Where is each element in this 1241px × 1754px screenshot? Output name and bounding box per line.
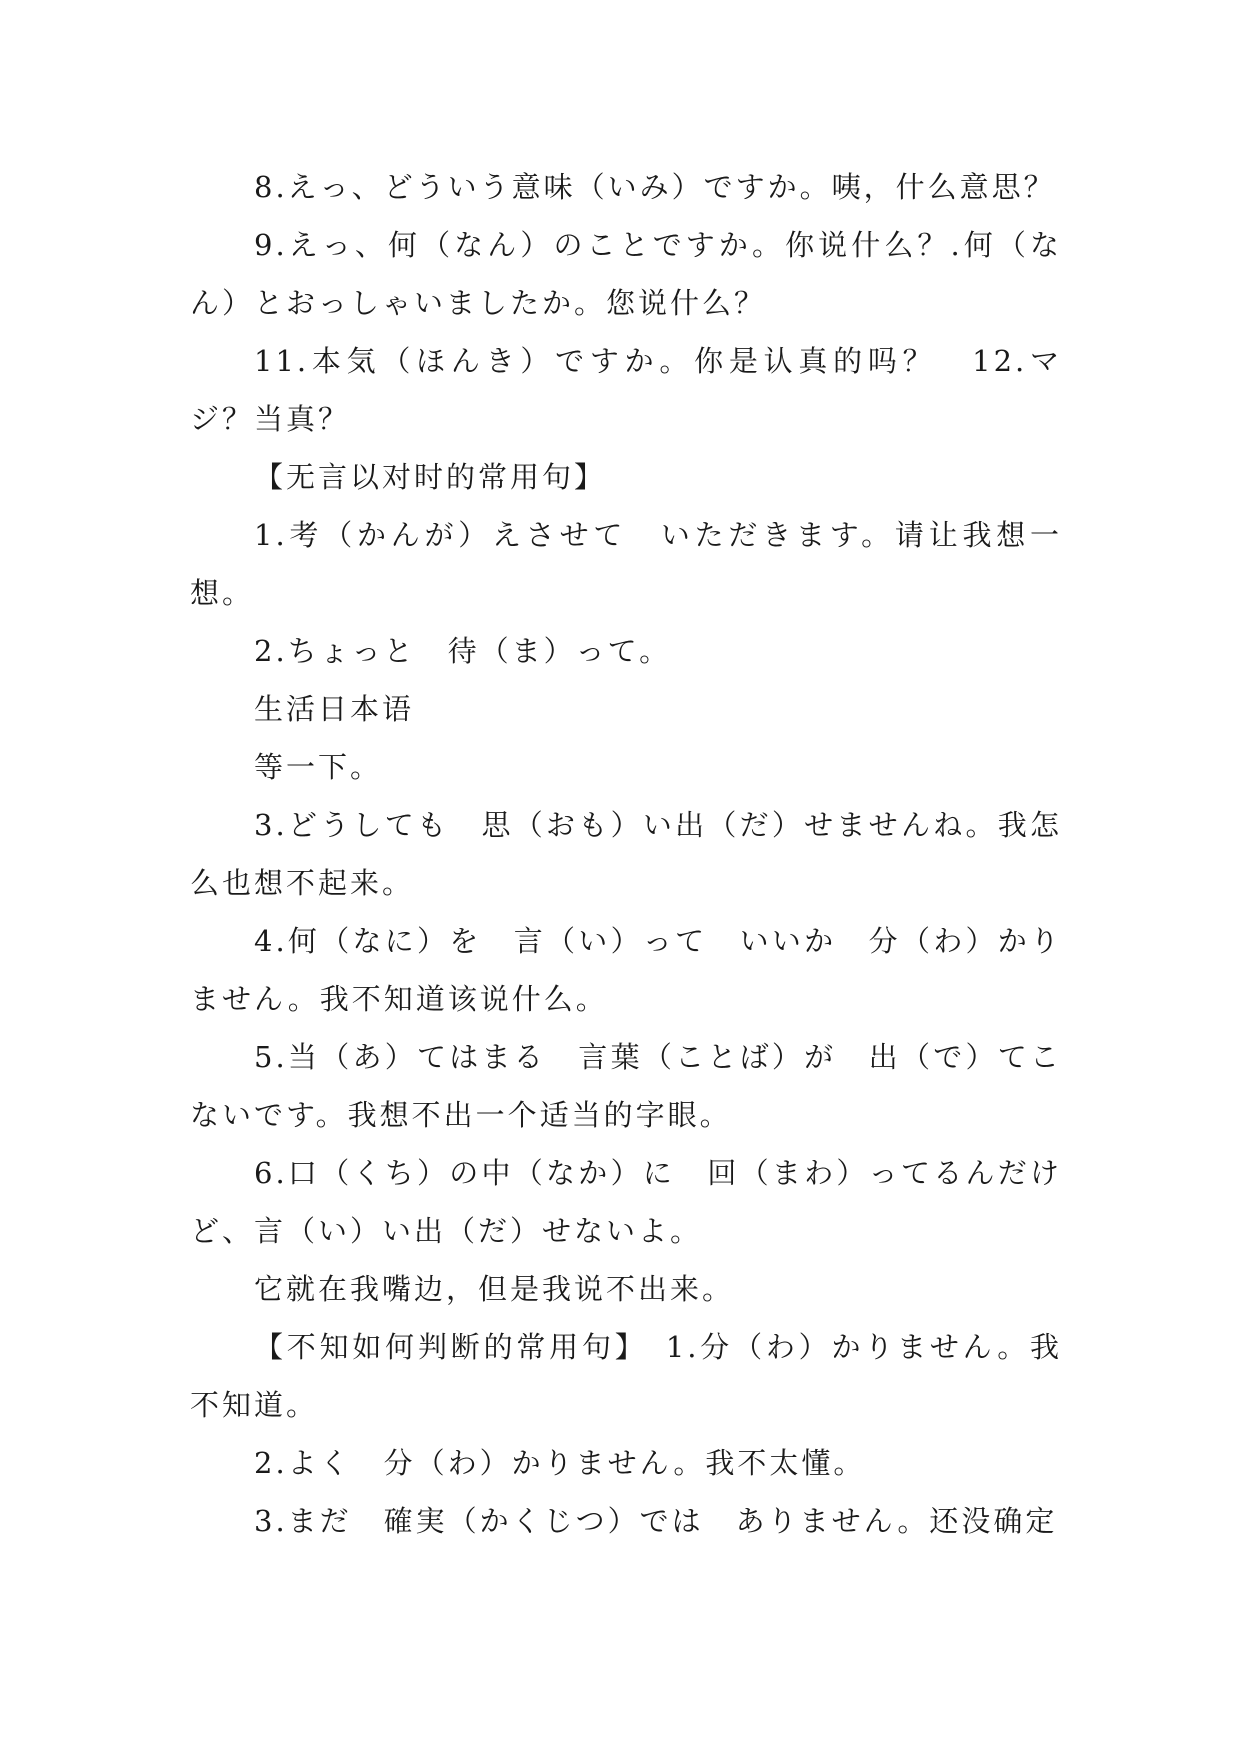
section-heading: 【不知如何判断的常用句】 1.分（わ）かりません。我不知道。 (190, 1330, 1062, 1422)
paragraph: 生活日本语 (254, 692, 415, 726)
paragraph: 8.えっ、どういう意味（いみ）ですか。咦，什么意思？ (254, 170, 1056, 204)
paragraph: 它就在我嘴边，但是我说不出来。 (254, 1272, 735, 1306)
paragraph: 9.えっ、何（なん）のことですか。你说什么？.何（なん）とおっしゃいましたか。您说什么？ (190, 228, 1062, 320)
paragraph: 5.当（あ）てはまる 言葉（ことば）が 出（で）てこないです。我想不出一个适当的字眼。 (190, 1040, 1062, 1132)
paragraph: 6.口（くち）の中（なか）に 回（まわ）ってるんだけど、言（い）い出（だ）せないよ。 (190, 1156, 1062, 1248)
paragraph: 2.よく 分（わ）かりません。我不太懂。 (254, 1446, 866, 1480)
document-body (190, 158, 1062, 1550)
paragraph: 等一下。 (254, 750, 383, 784)
paragraph: 4.何（なに）を 言（い）って いいか 分（わ）かりません。我不知道该说什么。 (190, 924, 1062, 1016)
paragraph: 3.まだ 確実（かくじつ）では ありません。还没确定 (254, 1504, 1058, 1538)
paragraph: 2.ちょっと 待（ま）って。 (254, 634, 672, 668)
paragraph: 11.本気（ほんき）ですか。你是认真的吗？ 12.マジ？当真？ (190, 344, 1062, 436)
paragraph: 3.どうしても 思（おも）い出（だ）せませんね。我怎么也想不起来。 (190, 808, 1062, 900)
section-heading: 【无言以对时的常用句】 (254, 460, 607, 494)
paragraph: 1.考（かんが）えさせて いただきます。请让我想一想。 (190, 518, 1062, 610)
